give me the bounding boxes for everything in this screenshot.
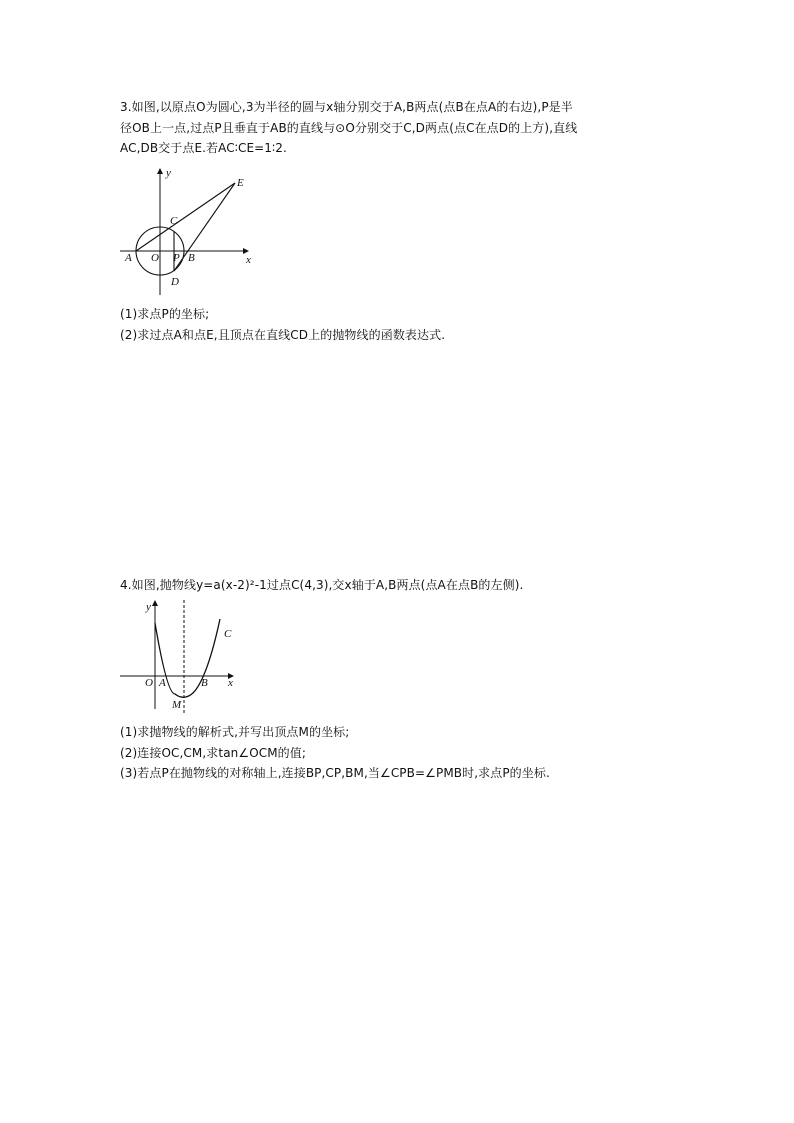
problem-4-question-1: (1)求抛物线的解析式,并写出顶点M的坐标; [120, 725, 350, 739]
problem-3-questions [120, 304, 680, 345]
label-c: C [170, 215, 178, 227]
line-ae [136, 183, 235, 251]
label-m: M [172, 699, 182, 711]
problem-3-line-1: 3.如图,以原点O为圆心,3为半径的圆与x轴分别交于A,B两点(点B在点A的右边),P是半 [120, 100, 573, 114]
problem-3-question-2: (2)求过点A和点E,且顶点在直线CD上的抛物线的函数表达式. [120, 327, 446, 342]
label-x: x [228, 677, 233, 689]
problem-4-question-2: (2)连接OC,CM,求tan∠OCM的值; [120, 745, 307, 760]
label-x: x [246, 254, 251, 266]
label-e: E [237, 177, 244, 189]
problem-3-statement [120, 97, 680, 159]
label-c: C [224, 628, 232, 640]
label-a: A [125, 252, 132, 264]
label-y: y [146, 601, 151, 613]
label-p: P [173, 252, 180, 264]
problem-4-figure [115, 597, 245, 717]
problem-3-line-2: 径OB上一点,过点P且垂直于AB的直线与⊙O分别交于C,D两点(点C在点D的上方),直线 [120, 120, 578, 135]
problem-3-figure [115, 163, 265, 298]
label-y: y [166, 167, 171, 179]
label-o: O [145, 677, 153, 689]
label-o: O [151, 252, 159, 264]
line-de [174, 183, 235, 271]
problem-3-question-1: (1)求点P的坐标; [120, 307, 210, 321]
problem-4-question-3: (3)若点P在抛物线的对称轴上,连接BP,CP,BM,当∠CPB=∠PMB时,求点P的坐标. [120, 766, 550, 780]
problem-4-line-1: 4.如图,抛物线y=a(x-2)²-1过点C(4,3),交x轴于A,B两点(点A在点B的左侧). [120, 578, 524, 592]
label-a: A [159, 677, 166, 689]
label-b: B [188, 252, 195, 264]
label-d: D [171, 276, 179, 288]
problem-3-line-3: AC,DB交于点E.若AC∶CE=1∶2. [120, 141, 287, 155]
problem-4-statement [120, 575, 680, 596]
label-b: B [201, 677, 208, 689]
problem-4-questions [120, 722, 680, 784]
